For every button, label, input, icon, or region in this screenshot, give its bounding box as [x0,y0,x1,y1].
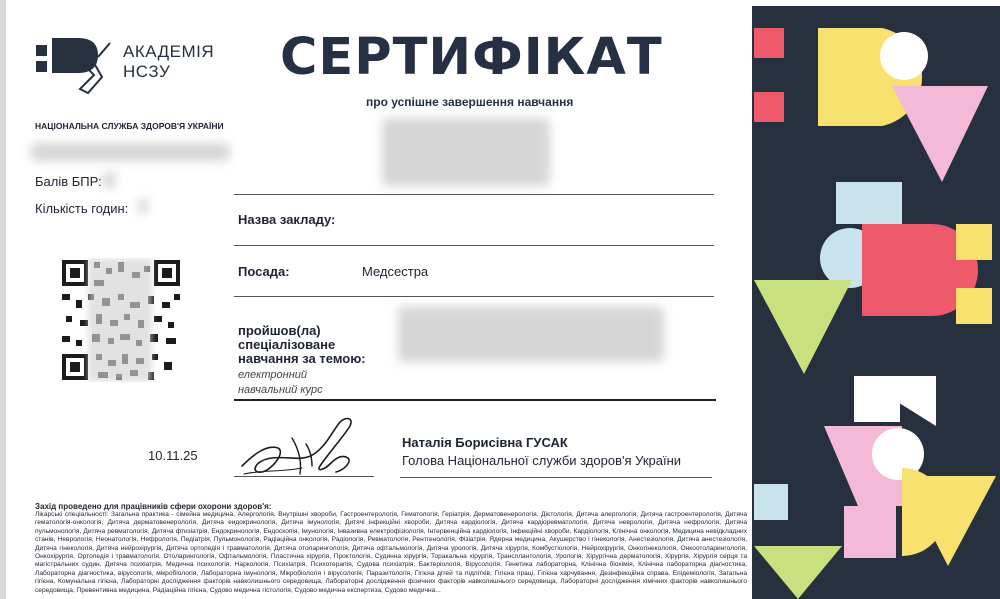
name-underline [234,194,714,195]
footer-title: Захід проведено для працівників сфери охорони здоров'я: [35,502,272,511]
footer-specialties: Лікарські спеціальності: Загальна практика - сімейна медицина, Алергологія, Внутрішні хвороби, Гастроентерологія, Гематологія, Геріатрія, Дерматовенерологія, Дієтологія, Дитяча алергологія, Дитяча гастроентерологія, Дитяча гематологія-онкологія, Дитяча дерматовенерологія, Дитяча ендокринологія, Дитяча імунологія, Дитячі інфекційні хвороби, Дитяча кардіологія, Дитяча кардіоревматологія, Дитяча неврологія, Дитяча нефрологія, Дитяча пульмонологія, Дитяча ревматологія, Дитяча фтизіатрія, Ендокринологія, Ендоскопія, Імунологія, Інвазивна електрофізіологія, Інтервенційна кардіологія, Інфекційні хвороби, Кардіологія, Клінічна онкологія, Медицина невідкладних станів, Неврологія, Неонатологія, Нефрологія, Педіатрія, Пульмонологія, Радіаційна онкологія, Радіологія, Ревматологія, Рентгенологія, Фізіатрія, Ядерна медицина, Акушерство і гінекологія, Анестезіологія, Дитяча анестезіологія, Дитяча гінекологія, Дитяча нейрохірургія, Дитяча ортопедія і травматологія, Дитяча отоларингологія, Дитяча офтальмологія, Дитяча урологія, Дитяча хірургія, Комбустіологія, Нейрохірургія, Онкогінекологія, Онкоотоларингологія, Онкохірургія, Ортопедія і травматологія, Отоларингологія, Офтальмологія, Пластична хірургія, Проктологія, Судинна хірургія, Торакальна хірургія, Трансплантологія, Урологія, Хірургічна дерматологія, Хірургія, Хірургія серця та магістральних судин, Дитяча психіатрія, Медична психологія, Наркологія, Психіатрія, Психотерапія, Судова психіатрія, Бактеріологія, Вірусологія, Генетика лабораторна, Клінічна біохімія, Клінічна лабораторна діагностика, Лабораторна діагностика, вірусологія, мікробіологія, Лабораторна імунологія, Мікробіологія і вірусологія, Паразитологія, Гігієна дітей та підлітків, Гігієна праці, Гігієна харчування, Дезінфекційна справа, Епідеміологія, Загальна гігієна, Комунальна гігієна, Лабораторні дослідження факторів навколишнього середовища, Лабораторні дослідження фізичних факторів навколишнього середовища, Лабораторні дослідження хімічних факторів навколишнього середовища, Превентивна медицина, Радіаційна гігієна, Судово медична гістологія, Судово медична експертиза, Судово медична... [35,511,747,594]
academy-logo-icon [36,33,116,95]
redacted-name-left [30,143,230,161]
certificate-subtitle: про успішне завершення навчання [366,95,574,109]
qr-code-icon [58,258,182,382]
decorative-pattern-icon [752,6,1000,599]
institution-underline [234,245,714,246]
course-format-2: навчальний курс [238,384,323,396]
signatory-position: Голова Національної служби здоров'я України [402,453,682,468]
score-label: Балів БПР: [35,174,102,189]
hours-label: Кількість годин: [35,201,129,216]
organization-name: НАЦІОНАЛЬНА СЛУЖБА ЗДОРОВ'Я УКРАЇНИ [35,121,224,131]
scan-edge [0,0,6,599]
logo-line-2: НСЗУ [123,62,171,81]
topic-label-3: навчання за темою: [238,351,366,366]
signatory-name: Наталія Борисівна ГУСАК [402,435,568,450]
position-underline [234,296,714,297]
redacted-hours [138,198,148,214]
redacted-name-center [382,118,550,186]
topic-label-2: спеціалізоване [238,337,336,352]
position-value: Медсестра [362,264,429,279]
certificate-title: СЕРТИФІКАТ [280,28,663,87]
logo-line-1: АКАДЕМІЯ [123,42,215,61]
logo-text [123,42,214,82]
signatory-underline [400,477,712,478]
position-label: Посада: [238,264,290,279]
institution-label: Назва закладу: [238,212,336,227]
redacted-score [102,172,116,188]
course-format-1: електронний [238,369,308,381]
redacted-topic [398,306,664,362]
issue-date: 10.11.25 [148,448,198,463]
signature-line [234,476,374,477]
topic-underline [234,399,716,401]
topic-label-1: пройшов(ла) [238,323,321,338]
